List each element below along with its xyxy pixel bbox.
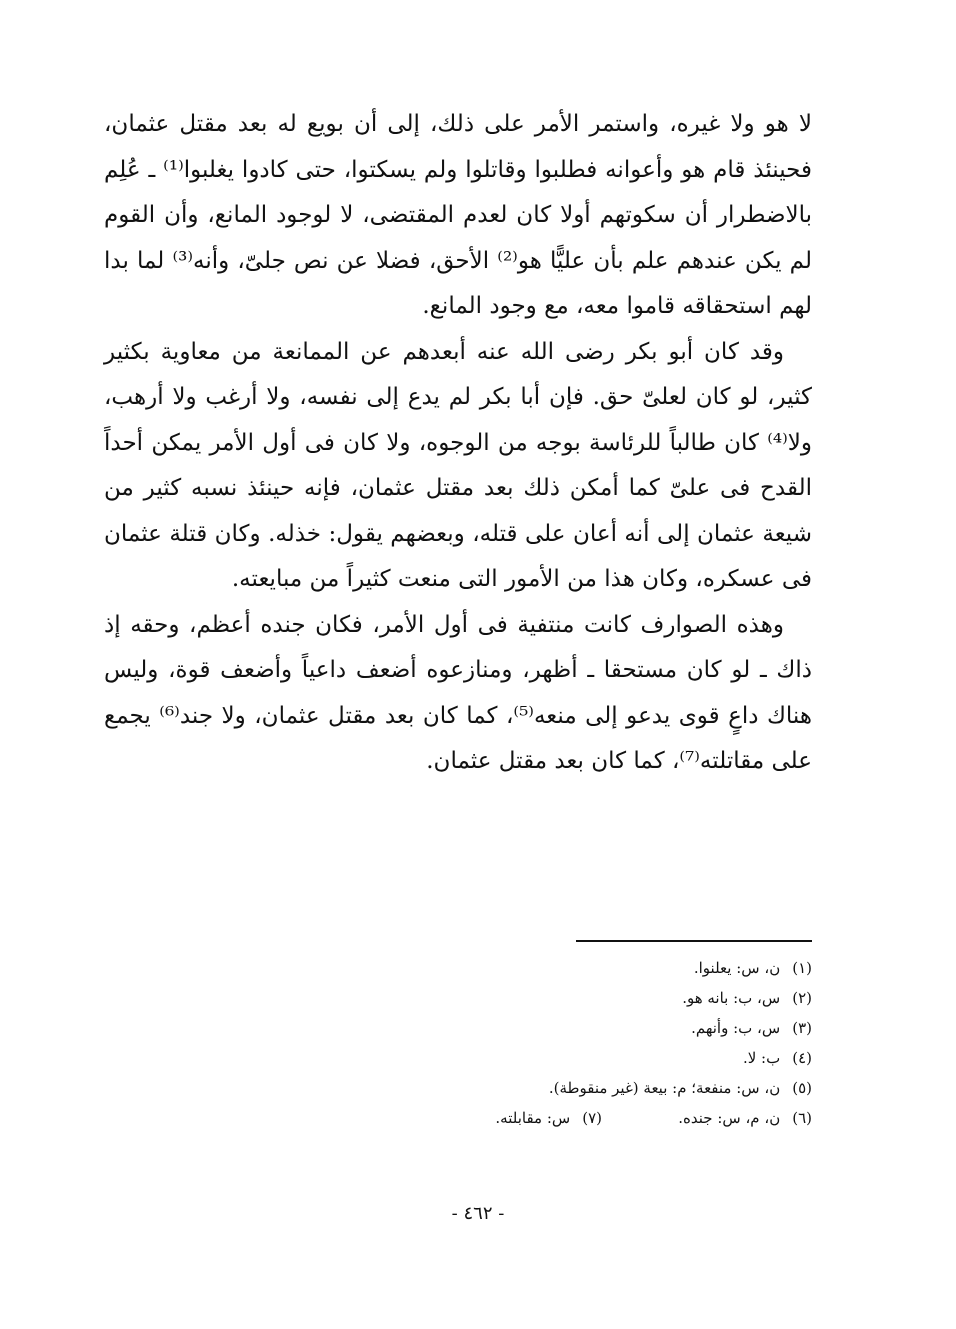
- footnote: [290, 1013, 812, 1043]
- footnote-number: (٤): [792, 1049, 812, 1067]
- main-text: [104, 102, 812, 785]
- footnote-text: ن، س: يعلنوا.: [693, 959, 781, 977]
- footnote-number: (٥): [792, 1079, 812, 1097]
- footnote: [290, 983, 812, 1013]
- footnote: [602, 1103, 812, 1133]
- paragraph: لا هو ولا غيره، واستمر الأمر على ذلك، إلى أن بويع له بعد مقتل عثمان، فحينئذ قام هو وأعوانه فطلبوا وقاتلوا ولم يسكتوا، حتى كادوا يغلبوا⁽¹⁾ ـ عُلِم بالاضطرار أن سكوتهم أولا كان لعدم المقتضى، لا لوجود المانع، وأن القوم لم يكن عندهم علم بأن عليًّا هو⁽²⁾ الأحق، فضلا عن نص جلىّ، وأنه⁽³⁾ لما بدا لهم استحقاقه قاموا معه، مع وجود المانع.: [104, 111, 812, 319]
- footnote-number: (٢): [792, 989, 812, 1007]
- footnote-text: س، ب: وأنهم.: [691, 1019, 781, 1037]
- paragraph: وهذه الصوارف كانت منتفية فى أول الأمر، فكان جنده أعظم، وحقه إذ ذاك ـ لو كان مستحقا ـ أظهر، ومنازعوه أضعف داعياً وأضعف قوة، وليس هناك داعٍ قوى يدعو إلى منعه⁽⁵⁾، كما كان بعد مقتل عثمان، ولا جند⁽⁶⁾ يجمع على مقاتلته⁽⁷⁾، كما كان بعد مقتل عثمان.: [104, 611, 813, 774]
- footnote: [495, 1103, 602, 1133]
- footnote-number: (١): [792, 959, 812, 977]
- footnote-number: (٦): [792, 1109, 812, 1127]
- footnote-text: س: مقابلته.: [495, 1109, 571, 1127]
- footnote: [290, 953, 812, 983]
- footnote-pair: [290, 1103, 812, 1133]
- footnote-text: ن، س: منفعة؛ م: بيعة (غير منقوطة).: [548, 1079, 781, 1097]
- paragraph: وقد كان أبو بكر رضى الله عنه أبعدهم عن الممانعة من معاوية بكثير كثير، لو كان لعلىّ حق. فإن أبا بكر لم يدع إلى نفسه، ولا أرغب ولا أرهب، ولا⁽⁴⁾ كان طالباً للرئاسة بوجه من الوجوه، ولا كان فى أول الأمر يمكن أحداً القدح فى علىّ كما أمكن ذلك بعد مقتل عثمان، فإنه حينئذ نسبه كثير من شيعة عثمان إلى أنه أعان على قتله، وبعضهم يقول: خذله. وكان قتلة عثمان فى عسكره، وكان هذا من الأمور التى منعت كثيراً من مبايعته.: [104, 338, 812, 592]
- footnote-text: ب: لا.: [742, 1049, 781, 1067]
- page-number: - ٤٦٢ -: [451, 1203, 505, 1224]
- footnote: [290, 1073, 812, 1103]
- footnote-number: (٧): [582, 1109, 602, 1127]
- footnote-separator: [576, 940, 812, 942]
- footnote-text: س، ب: بانه هو.: [682, 989, 781, 1007]
- footnotes: [290, 953, 812, 1133]
- footnote: [290, 1043, 812, 1073]
- footnote-text: ن، م، س: جنده.: [678, 1109, 781, 1127]
- footnote-number: (٣): [792, 1019, 812, 1037]
